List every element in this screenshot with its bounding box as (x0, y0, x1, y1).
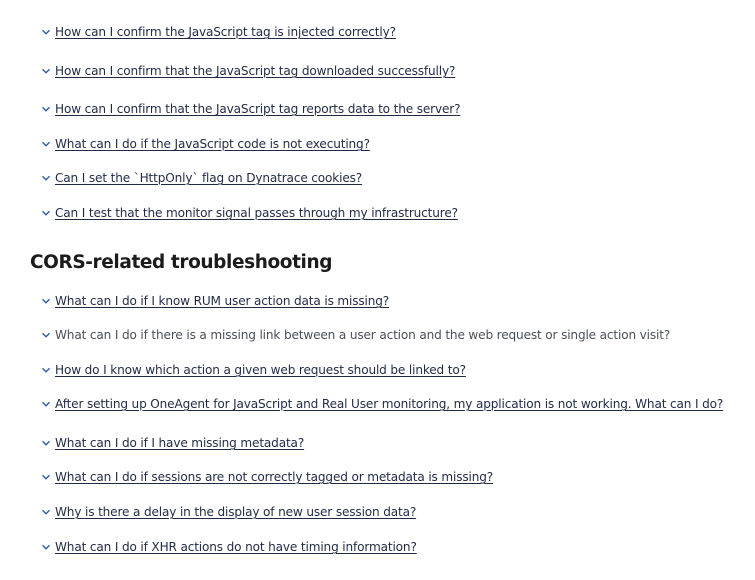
faq-item[interactable] (40, 467, 493, 487)
faq-link[interactable]: How do I know which action a given web request should be linked to? (55, 363, 466, 377)
chevron-down-icon (40, 437, 52, 449)
faq-item[interactable] (40, 291, 389, 311)
faq-item[interactable] (40, 203, 458, 223)
faq-link[interactable]: What can I do if I know RUM user action data is missing? (55, 294, 390, 308)
faq-link[interactable]: What can I do if I have missing metadata? (55, 436, 305, 450)
faq-item[interactable] (40, 360, 466, 380)
faq-link[interactable]: Can I test that the monitor signal passes through my infrastructure? (55, 206, 458, 220)
chevron-down-icon (40, 295, 52, 307)
faq-link[interactable]: What can I do if XHR actions do not have timing information? (55, 540, 417, 554)
faq-item[interactable] (40, 99, 460, 119)
faq-text[interactable]: What can I do if there is a missing link between a user action and the web request or single action visit? (55, 328, 671, 342)
chevron-down-icon (40, 541, 52, 553)
chevron-down-icon (40, 506, 52, 518)
faq-item[interactable] (40, 61, 455, 81)
chevron-down-icon (40, 172, 52, 184)
chevron-down-icon (40, 364, 52, 376)
faq-item[interactable] (40, 433, 304, 453)
faq-item[interactable] (40, 22, 396, 42)
faq-item[interactable] (40, 502, 416, 522)
faq-link[interactable]: How can I confirm that the JavaScript tag reports data to the server? (55, 102, 461, 116)
faq-link[interactable]: Why is there a delay in the display of new user session data? (55, 505, 417, 519)
faq-link[interactable]: How can I confirm the JavaScript tag is injected correctly? (55, 25, 396, 39)
faq-link[interactable]: Can I set the `HttpOnly` flag on Dynatrace cookies? (55, 171, 363, 185)
faq-item[interactable] (40, 325, 670, 345)
chevron-down-icon (40, 398, 52, 410)
section-heading: CORS-related troubleshooting (30, 252, 333, 273)
faq-item[interactable] (40, 537, 417, 557)
chevron-down-icon (40, 329, 52, 341)
faq-link[interactable]: What can I do if the JavaScript code is not executing? (55, 137, 370, 151)
faq-item[interactable] (40, 134, 370, 154)
chevron-down-icon (40, 65, 52, 77)
chevron-down-icon (40, 26, 52, 38)
chevron-down-icon (40, 471, 52, 483)
faq-item[interactable] (40, 168, 362, 188)
faq-link[interactable]: After setting up OneAgent for JavaScript and Real User monitoring, my application is not working. What can I do? (55, 397, 724, 411)
faq-link[interactable]: How can I confirm that the JavaScript tag downloaded successfully? (55, 64, 456, 78)
chevron-down-icon (40, 207, 52, 219)
chevron-down-icon (40, 138, 52, 150)
faq-link[interactable]: What can I do if sessions are not correctly tagged or metadata is missing? (55, 470, 494, 484)
faq-item[interactable] (40, 394, 723, 414)
chevron-down-icon (40, 103, 52, 115)
